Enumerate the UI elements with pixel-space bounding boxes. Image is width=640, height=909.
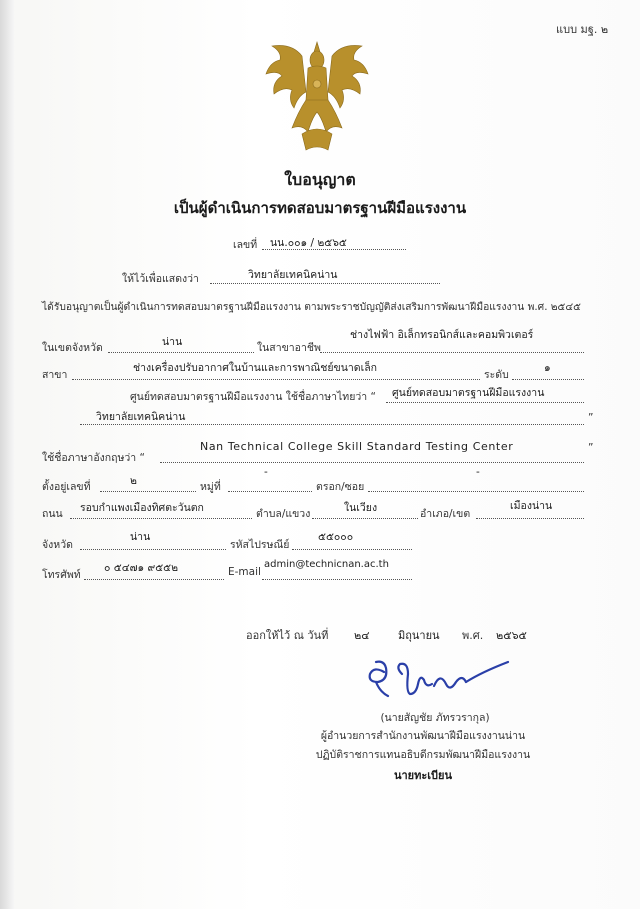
signature-icon (362, 652, 512, 702)
signer-position-2: ปฏิบัติราชการแทนอธิบดีกรมพัฒนาฝีมือแรงงาน (315, 749, 531, 761)
email-label: E-mail (228, 566, 261, 578)
province-value: น่าน (130, 531, 151, 543)
license-statement: ได้รับอนุญาตเป็นผู้ดำเนินการทดสอบมาตรฐานฝีมือแรงงาน ตามพระราชบัญญัติส่งเสริมการพัฒนาฝีมือแรงงาน พ.ศ. ๒๕๔๕ (42, 301, 581, 313)
license-number: นน.๐๐๑ / ๒๕๖๕ (270, 237, 347, 249)
phone-line (84, 579, 224, 580)
issued-year: ๒๕๖๕ (496, 629, 527, 642)
form-code: แบบ มฐ. ๒ (556, 23, 609, 36)
postcode-label: รหัสไปรษณีย์ (230, 539, 290, 551)
moo-line (228, 491, 312, 492)
occupation-label: ในสาขาอาชีพ (257, 342, 321, 354)
document-title: ใบอนุญาต (284, 170, 356, 189)
province-area-label: ในเขตจังหวัด (42, 342, 103, 354)
postcode-line (292, 549, 412, 550)
thai-name-value-line2: วิทยาลัยเทคนิคน่าน (96, 411, 186, 423)
subdistrict-label: ตำบล/แขวง (256, 508, 311, 520)
occupation-value: ช่างไฟฟ้า อิเล็กทรอนิกส์และคอมพิวเตอร์ (350, 329, 534, 341)
issued-month: มิถุนายน (398, 629, 440, 642)
house-number-label: ตั้งอยู่เลขที่ (42, 481, 91, 493)
issued-year-label: พ.ศ. (462, 629, 484, 642)
phone-value: ๐ ๕๔๗๑ ๙๕๕๒ (104, 562, 179, 574)
road-label: ถนน (42, 508, 63, 520)
house-number-value: ๒ (130, 475, 137, 487)
document-subtitle: เป็นผู้ดำเนินการทดสอบมาตรฐานฝีมือแรงงาน (173, 199, 467, 217)
branch-value: ช่างเครื่องปรับอากาศในบ้านและการพาณิชย์ขนาดเล็ก (133, 362, 377, 374)
issued-day: ๒๔ (354, 629, 370, 642)
english-name-value: Nan Technical College Skill Standard Testing Center (200, 440, 514, 453)
license-number-label: เลขที่ (233, 239, 258, 251)
soi-value: - (476, 466, 480, 478)
district-value: เมืองน่าน (510, 500, 553, 512)
district-label: อำเภอ/เขต (420, 508, 471, 520)
district-line (476, 518, 584, 519)
province-label: จังหวัด (42, 539, 73, 551)
postcode-value: ๕๕๐๐๐ (318, 531, 354, 543)
issued-to-label: ให้ไว้เพื่อแสดงว่า (122, 273, 199, 285)
issued-to-value: วิทยาลัยเทคนิคน่าน (248, 269, 338, 281)
province-area-line (108, 352, 254, 353)
signer-name: (นายสัญชัย ภัทรวรากุล) (380, 712, 490, 724)
issued-date-label: ออกให้ไว้ ณ วันที่ (246, 629, 329, 642)
moo-label: หมู่ที่ (200, 481, 221, 493)
road-line (70, 518, 252, 519)
thai-name-line1 (386, 402, 584, 403)
soi-line (368, 491, 584, 492)
garuda-emblem-icon (262, 38, 372, 156)
house-number-line (100, 491, 196, 492)
email-line (262, 579, 412, 580)
thai-name-close-quote: ” (588, 412, 594, 424)
branch-label: สาขา (42, 369, 68, 381)
branch-line (72, 379, 480, 380)
english-name-line (160, 462, 584, 463)
road-value: รอบกำแพงเมืองทิศตะวันตก (80, 502, 204, 514)
signer-role: นายทะเบียน (393, 769, 452, 782)
issued-to-line (210, 283, 440, 284)
phone-label: โทรศัพท์ (42, 569, 81, 581)
occupation-line (320, 352, 584, 353)
subdistrict-line (312, 518, 418, 519)
level-label: ระดับ (484, 369, 509, 381)
english-name-label: ใช้ชื่อภาษาอังกฤษว่า “ (42, 452, 145, 464)
thai-name-value-line1: ศูนย์ทดสอบมาตรฐานฝีมือแรงงาน (392, 387, 545, 399)
province-area-value: น่าน (162, 336, 183, 348)
thai-name-label: ศูนย์ทดสอบมาตรฐานฝีมือแรงงาน ใช้ชื่อภาษาไทยว่า “ (130, 391, 376, 403)
province-line (80, 549, 226, 550)
english-name-close-quote: ” (588, 442, 594, 454)
signer-position-1: ผู้อำนวยการสำนักงานพัฒนาฝีมือแรงงานน่าน (320, 730, 526, 742)
level-line (512, 379, 584, 380)
level-value: ๑ (544, 362, 551, 374)
moo-value: - (264, 466, 268, 478)
subdistrict-value: ในเวียง (344, 502, 378, 514)
email-value: admin@technicnan.ac.th (264, 559, 389, 570)
soi-label: ตรอก/ซอย (316, 481, 365, 493)
